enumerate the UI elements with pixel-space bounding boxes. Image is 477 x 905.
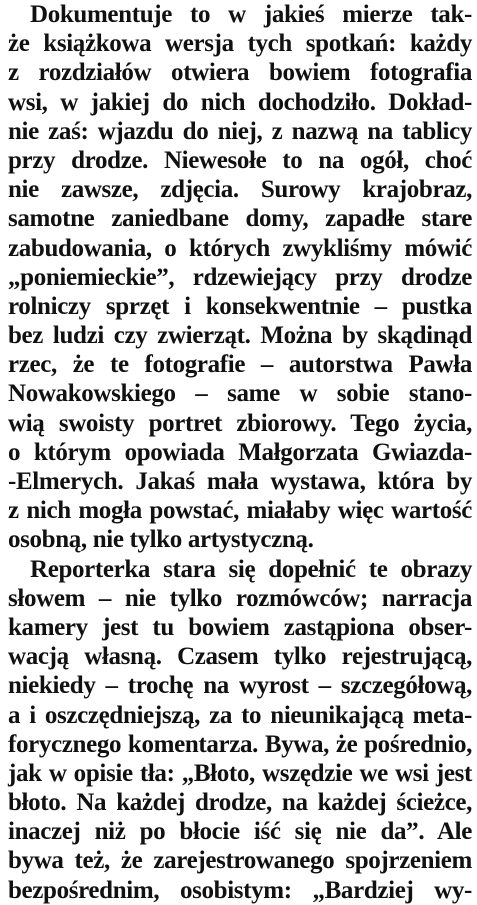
text-line: -Elmerych. Jakaś mała wystawa, która by — [8, 468, 472, 495]
paragraph-2 — [8, 555, 472, 905]
text-line: „poniemieckie”, rdzewiejący przy drodze — [8, 263, 472, 291]
text-line: wią swoisty portret zbiorowy. Tego życia, — [8, 409, 472, 437]
text-line: nie zawsze, zdjęcia. Surowy krajobraz, — [8, 176, 472, 204]
text-line: kamery jest tu bowiem zastąpiona obser- — [8, 613, 472, 641]
text-line: rolniczy sprzęt i konsekwentnie – pustka — [8, 292, 472, 320]
text-line: jak w opisie tła: „Błoto, wszędzie we wsi jest — [8, 759, 472, 787]
text-line: wsi, w jakiej do nich dochodziło. Dokład- — [8, 88, 472, 116]
text-line: błoto. Na każdej drodze, na każdej ścieżce, — [8, 789, 472, 817]
text-line: bezpośrednim, osobistym: „Bardziej wy- — [8, 876, 472, 904]
text-line: forycznego komentarza. Bywa, że pośrednio, — [8, 730, 472, 758]
text-line: przy drodze. Niewesołe to na ogół, choć — [8, 146, 472, 174]
text-line: inaczej niż po błocie iść się nie da”. Ale — [8, 818, 472, 846]
text-line: niekiedy – trochę na wyrost – szczegółową, — [8, 672, 472, 700]
text-line: Reporterka stara się dopełnić te obrazy — [30, 555, 472, 583]
text-line: samotne zaniedbane domy, zapadłe stare — [8, 205, 472, 233]
text-line: słowem – nie tylko rozmówców; narracja — [8, 584, 472, 612]
text-line: wacją własną. Czasem tylko rejestrującą, — [8, 643, 472, 671]
text-line: osobną, nie tylko artystyczną. — [8, 526, 314, 554]
text-line: bywa też, że zarejestrowanego spojrzeniem — [8, 847, 472, 875]
text-line: że książkowa wersja tych spotkań: każdy — [8, 30, 472, 58]
text-line: bez ludzi czy zwierząt. Można by skądinąd — [8, 322, 472, 350]
paragraph-1 — [8, 0, 472, 555]
text-line: rzec, że te fotografie – autorstwa Pawła — [8, 351, 472, 379]
text-line: z nich mogła powstać, miałaby więc wartość — [8, 497, 472, 525]
article-column — [8, 0, 472, 905]
text-line: Dokumentuje to w jakieś mierze tak- — [30, 1, 472, 28]
text-line: zabudowania, o których zwykliśmy mówić — [8, 234, 472, 262]
text-line: z rozdziałów otwiera bowiem fotografia — [8, 59, 472, 87]
text-line: a i oszczędniejszą, za to nieunikającą meta- — [8, 701, 472, 729]
text-line: nie zaś: wjazdu do niej, z nazwą na tablicy — [8, 117, 472, 145]
text-line: Nowakowskiego – same w sobie stano- — [8, 380, 472, 408]
text-line: o którym opowiada Małgorzata Gwiazda- — [8, 438, 472, 466]
